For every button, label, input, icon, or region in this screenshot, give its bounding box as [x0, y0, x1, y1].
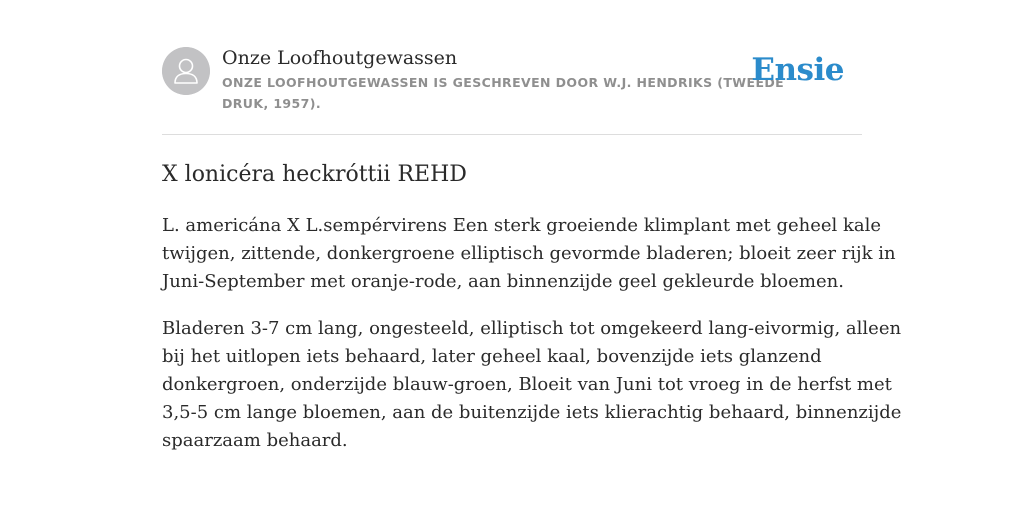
person-silhouette-icon	[162, 47, 210, 95]
source-title[interactable]: Onze Loofhoutgewassen	[222, 47, 458, 69]
source-description	[222, 72, 785, 114]
paragraph-line: bij het uitlopen iets behaard, later geheel kaal, bovenzijde iets glanzend	[162, 346, 822, 367]
entry-title: X lonicéra heckróttii REHD	[162, 162, 467, 187]
page-container	[162, 0, 902, 451]
entry-paragraph-1	[162, 212, 896, 296]
ensie-logo[interactable]: Ensie	[751, 52, 844, 88]
paragraph-line: Juni-September met oranje-rode, aan binnenzijde geel gekleurde bloemen.	[162, 271, 844, 292]
source-description-line: DRUK, 1957).	[222, 96, 321, 111]
source-description-line: ONZE LOOFHOUTGEWASSEN IS GESCHREVEN DOOR W.J. HENDRIKS (TWEEDE	[222, 75, 785, 90]
paragraph-line: 3,5-5 cm lange bloemen, aan de buitenzijde iets klierachtig behaard, binnenzijde	[162, 402, 902, 423]
paragraph-line: spaarzaam behaard.	[162, 430, 348, 451]
paragraph-line: Bladeren 3-7 cm lang, ongesteeld, elliptisch tot omgekeerd lang-eivormig, alleen	[162, 318, 902, 339]
entry-paragraph-2	[162, 315, 902, 455]
paragraph-line: donkergroen, onderzijde blauw-groen, Bloeit van Juni tot vroeg in de herfst met	[162, 374, 892, 395]
paragraph-line: twijgen, zittende, donkergroene elliptisch gevormde bladeren; bloeit zeer rijk in	[162, 243, 896, 264]
source-header	[162, 0, 862, 135]
paragraph-line: L. americána X L.sempérvirens Een sterk groeiende klimplant met geheel kale	[162, 215, 882, 236]
user-avatar-icon[interactable]	[162, 47, 210, 95]
